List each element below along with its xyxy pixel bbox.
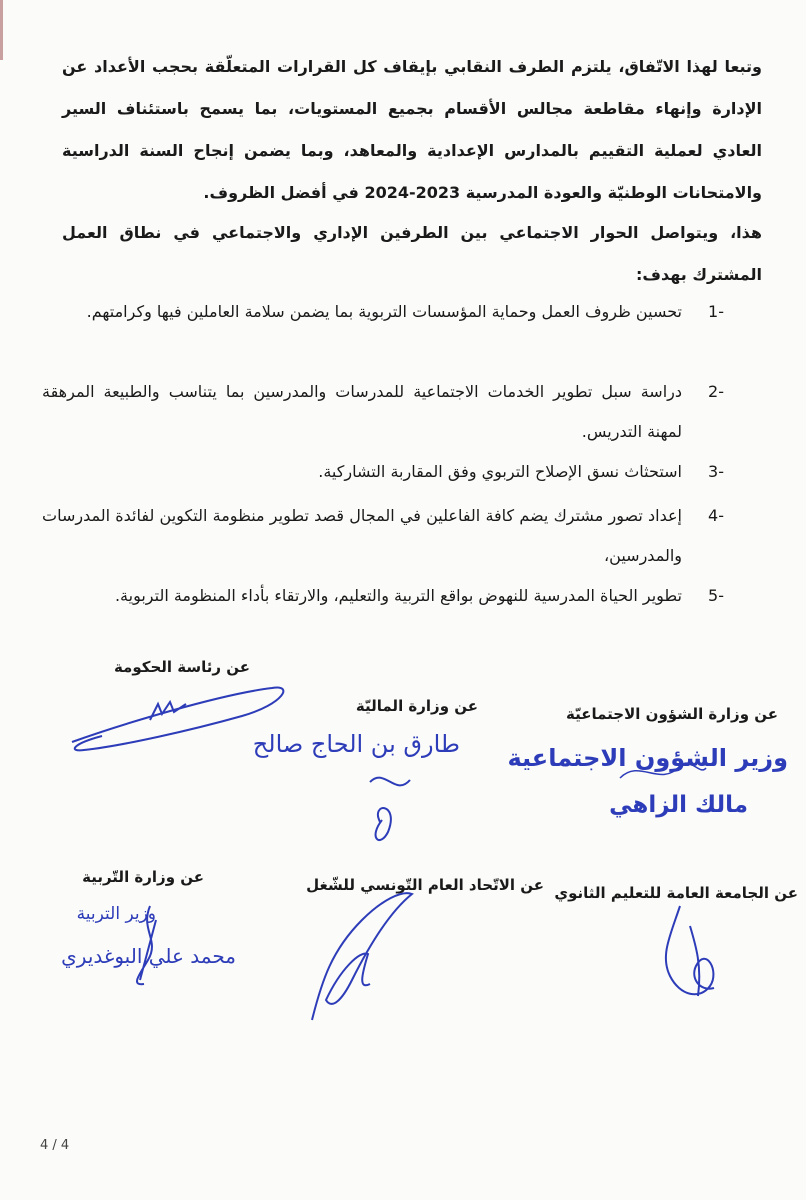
list-item-text: دراسة سبل تطوير الخدمات الاجتماعية للمدرسات والمدرسين بما يتناسب والطبيعة المرهقة لمهنة التدريس.	[42, 382, 682, 441]
list-item	[42, 496, 724, 576]
list-item	[42, 372, 724, 452]
signature-title-social-affairs: عن وزارة الشؤون الاجتماعيّة	[566, 705, 778, 723]
list-item-text: إعداد تصور مشترك يضم كافة الفاعلين في المجال قصد تطوير منظومة التكوين لفائدة المدرسات والمدرسين،	[42, 506, 682, 565]
signature-ugtt	[292, 880, 432, 1030]
list-item-number: 4-	[708, 506, 724, 525]
signature-social-affairs	[610, 748, 710, 798]
signature-finance	[252, 712, 470, 852]
list-item-number: 5-	[708, 586, 724, 605]
signature-title-education: عن وزارة التّربية	[82, 868, 204, 886]
list-item-text: تطوير الحياة المدرسية للنهوض بواقع التربية والتعليم، والارتقاء بأداء المنظومة التربوية.	[114, 586, 682, 605]
list-item-text: تحسين ظروف العمل وحماية المؤسسات التربوية بما يضمن سلامة العاملين فيها وكرامتهم.	[86, 302, 682, 321]
page-edge-mark	[0, 0, 3, 60]
list-item	[42, 452, 724, 492]
list-item	[42, 292, 724, 332]
signature-title-secondary-federation: عن الجامعة العامة للتعليم الثانوي	[554, 884, 798, 902]
signature-education	[110, 900, 180, 990]
stamp-social-affairs-name: مالك الزاهي	[609, 792, 748, 818]
page-number: 4 / 4	[40, 1138, 70, 1153]
list-item-number: 1-	[708, 302, 724, 321]
list-item-number: 2-	[708, 382, 724, 401]
signature-secondary-federation	[640, 896, 740, 1016]
paragraph-social-dialogue: هذا، ويتواصل الحوار الاجتماعي بين الطرفين الإداري والاجتماعي في نطاق العمل المشترك بهدف:	[62, 223, 762, 284]
list-item-number: 3-	[708, 462, 724, 481]
list-item-text: استحثاث نسق الإصلاح التربوي وفق المقاربة التشاركية.	[318, 462, 682, 481]
signature-title-government: عن رئاسة الحكومة	[113, 658, 250, 676]
signature-title-ugtt: عن الاتّحاد العام التّونسي للشّغل	[306, 876, 544, 894]
signature-title-finance: عن وزارة الماليّة	[355, 697, 478, 715]
finance-handwritten-name: طارق بن الحاج صالح	[252, 730, 460, 758]
paragraph-agreement-commitment: وتبعا لهذا الاتّفاق، يلتزم الطرف النقابي بإيقاف كل القرارات المتعلّقة بحجب الأعداد عن الإدارة وإنهاء مقاطعة مجالس الأقسام بجميع المستويات، بما يسمح باستئناف السير العادي لعملية التقييم بالمدارس الإعدادية والمعاهد، وبما يضمن إنجاح السنة الدراسية والامتحانات الوطنيّة والعودة المدرسية 2023-2024 في أفضل الظروف.	[62, 57, 762, 202]
stamp-education-name: محمد علي البوغديري	[61, 944, 236, 968]
stamp-social-affairs-minister: وزير الشؤون الاجتماعية	[507, 744, 788, 772]
list-item	[42, 576, 724, 616]
stamp-education-minister: وزير التربية	[76, 904, 156, 924]
